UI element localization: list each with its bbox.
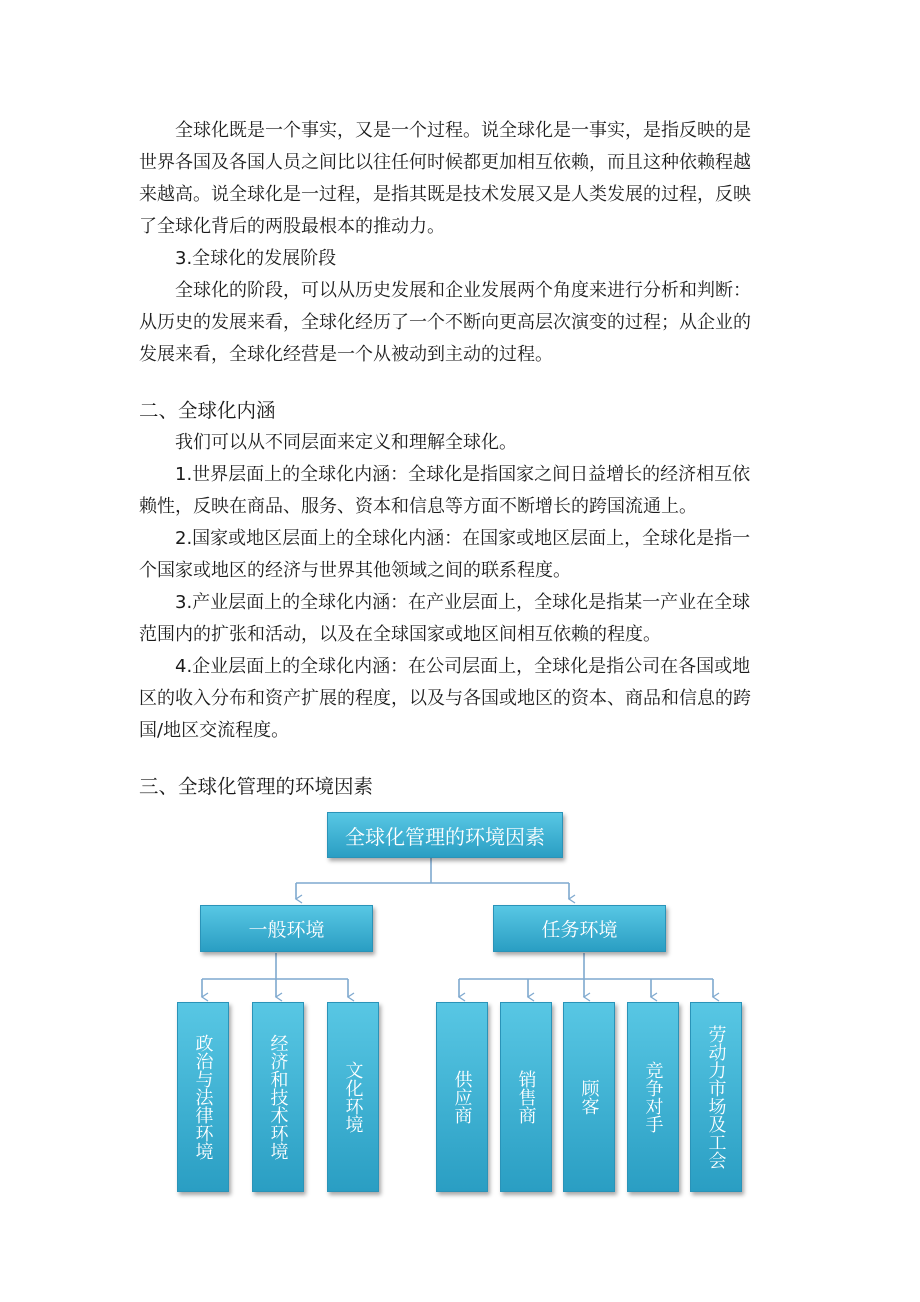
diagram-leaf-customer: 顾客 <box>563 1002 615 1192</box>
diagram-general-env-box: 一般环境 <box>200 905 373 952</box>
paragraph-line: 世界各国及各国人员之间比以往任何时候都更加相互依赖，而且这种依赖程越 <box>139 152 751 173</box>
paragraph-line: 全球化的阶段，可以从历史发展和企业发展两个角度来进行分析和判断： <box>175 280 751 301</box>
diagram-leaf-culture: 文化环境 <box>327 1002 379 1192</box>
diagram-leaf-economic-tech: 经济和技术环境 <box>252 1002 304 1192</box>
paragraph-line: 范围内的扩张和活动，以及在全球国家或地区间相互依赖的程度。 <box>139 624 661 645</box>
section-heading: 三、全球化管理的环境因素 <box>139 775 374 798</box>
paragraph-line: 区的收入分布和资产扩展的程度，以及与各国或地区的资本、商品和信息的跨 <box>139 688 751 709</box>
diagram-leaf-labor-market: 劳动力市场及工会 <box>690 1002 742 1192</box>
paragraph-line: 我们可以从不同层面来定义和理解全球化。 <box>175 432 517 453</box>
section-subtitle: 3.全球化的发展阶段 <box>175 248 337 269</box>
paragraph-line: 赖性，反映在商品、服务、资本和信息等方面不断增长的跨国流通上。 <box>139 496 697 517</box>
paragraph-line: 2.国家或地区层面上的全球化内涵：在国家或地区层面上，全球化是指一 <box>175 528 751 549</box>
diagram-root-box: 全球化管理的环境因素 <box>327 812 563 858</box>
diagram-leaf-distributor: 销售商 <box>500 1002 552 1192</box>
paragraph-line: 个国家或地区的经济与世界其他领域之间的联系程度。 <box>139 560 571 581</box>
paragraph-line: 国/地区交流程度。 <box>139 720 290 741</box>
diagram-task-env-box: 任务环境 <box>493 905 666 952</box>
diagram-leaf-competitor: 竞争对手 <box>627 1002 679 1192</box>
paragraph-line: 了全球化背后的两股最根本的推动力。 <box>139 216 445 237</box>
paragraph-line: 全球化既是一个事实，又是一个过程。说全球化是一事实，是指反映的是 <box>175 120 751 141</box>
diagram-leaf-supplier: 供应商 <box>436 1002 488 1192</box>
paragraph-line: 从历史的发展来看，全球化经历了一个不断向更高层次演变的过程；从企业的 <box>139 312 751 333</box>
paragraph-line: 3.产业层面上的全球化内涵：在产业层面上，全球化是指某一产业在全球 <box>175 592 751 613</box>
paragraph-line: 来越高。说全球化是一过程，是指其既是技术发展又是人类发展的过程，反映 <box>139 184 751 205</box>
paragraph-line: 4.企业层面上的全球化内涵：在公司层面上，全球化是指公司在各国或地 <box>175 656 751 677</box>
diagram-leaf-political-legal: 政治与法律环境 <box>177 1002 229 1192</box>
paragraph-line: 1.世界层面上的全球化内涵：全球化是指国家之间日益增长的经济相互依 <box>175 464 751 485</box>
section-heading: 二、全球化内涵 <box>139 399 276 422</box>
paragraph-line: 发展来看，全球化经营是一个从被动到主动的过程。 <box>139 344 553 365</box>
